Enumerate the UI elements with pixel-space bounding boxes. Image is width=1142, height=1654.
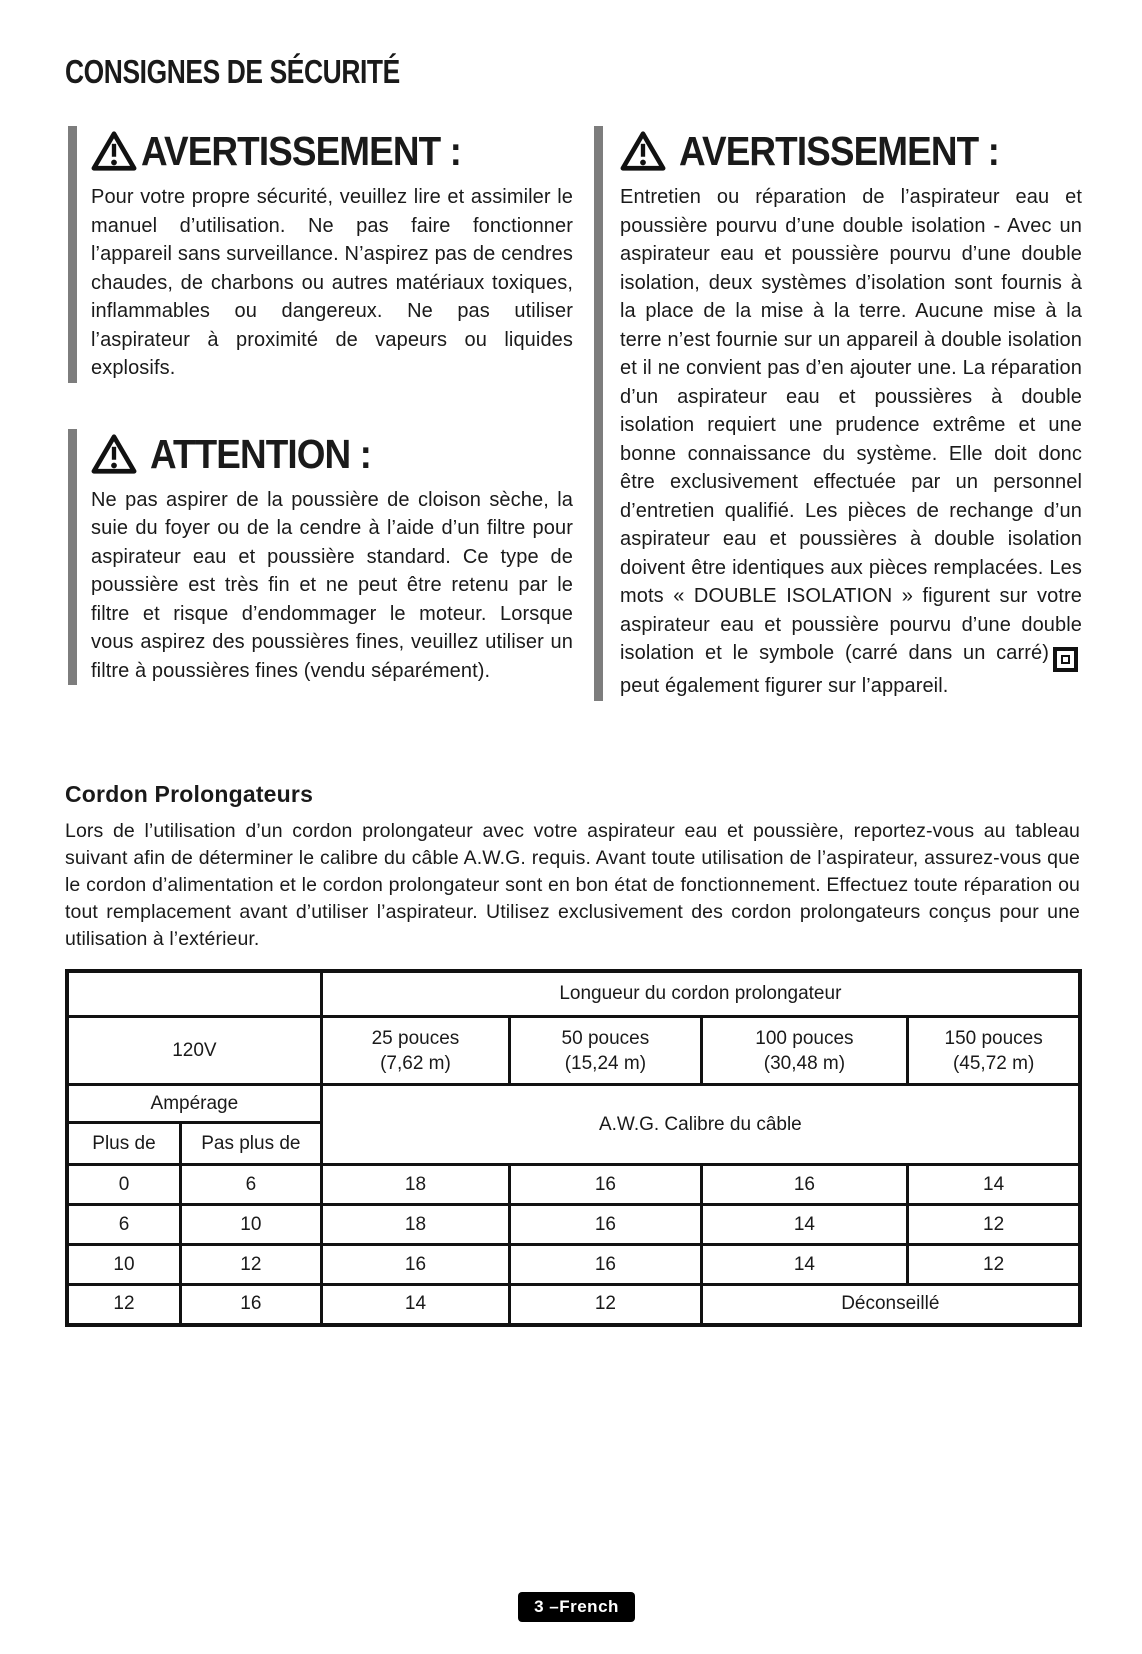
table-cell: 6 [67,1205,180,1245]
warning-title: ATTENTION : [150,430,372,477]
table-cell: 16 [701,1165,908,1205]
table-cell: 12 [67,1285,180,1325]
table-row [67,1245,1080,1285]
table-cell: 10 [67,1245,180,1285]
table-row [67,1285,1080,1325]
warning-body-text: Entretien ou réparation de l’aspirateur eau et poussière pourvu d’une double isolation - Avec un aspirateur eau et poussière pourvu d’une double isolation, deux systèmes d’isolation sont fournis à la place de la mise à la terre. Aucune mise à la terre n’est fournie sur un appareil à double isolation et il ne convient pas d’en ajouter une. La réparation d’un aspirateur eau et poussières à double isolation requiert une prudence extrême et une bonne connaissance du système. Elle doit donc être exclusivement effectuée par un personnel d’entretien qualifié. Les pièces de rechange d’un aspirateur eau et poussières à double isolation doivent être identiques aux pièces remplacées. Les mots « DOUBLE ISOLATION » figurent sur votre aspirateur eau et poussière pourvu d’une double isolation et le symbole (carré dans un carré) [620,186,1082,664]
table-cell: 0 [67,1165,180,1205]
table-row [67,1165,1080,1205]
section-heading: Cordon Prolongateurs [65,780,314,807]
length-col-cell: 25 pouces (7,62 m) [321,1017,509,1085]
warning-box-attention [68,429,573,686]
warning-columns [68,126,1142,701]
warning-heading-row [91,429,573,479]
table-cell: 10 [180,1205,321,1245]
right-column [594,126,1082,701]
table-cell: 14 [321,1285,509,1325]
table-cell: 14 [701,1205,908,1245]
warning-heading-row [91,126,573,176]
awg-header-cell: A.W.G. Calibre du câble [321,1085,1080,1165]
warning-body [620,183,1082,701]
table-cell: 14 [908,1165,1080,1205]
length-col-cell: 100 pouces (30,48 m) [701,1017,908,1085]
warning-triangle-icon [91,130,137,172]
warning-box-avertissement-2 [594,126,1082,701]
warning-title: AVERTISSEMENT : [679,128,999,174]
double-insulation-icon [1053,647,1078,672]
amperage-header-cell: Ampérage [67,1085,321,1123]
warning-box-avertissement-1 [68,126,573,383]
empty-corner-cell [67,971,321,1017]
table-cell: 16 [510,1205,701,1245]
warning-triangle-icon [620,130,666,172]
table-row [67,1205,1080,1245]
length-col-cell: 150 pouces (45,72 m) [908,1017,1080,1085]
table-cell-deconseille: Déconseillé [701,1285,1080,1325]
page-number-badge: 3 –French [518,1592,635,1622]
table-cell: 16 [180,1285,321,1325]
length-header-cell: Longueur du cordon prolongateur [321,971,1080,1017]
length-col-cell: 50 pouces (15,24 m) [510,1017,701,1085]
table-cell: 18 [321,1205,509,1245]
section-body: Lors de l’utilisation d’un cordon prolongateur avec votre aspirateur eau et poussière, reportez-vous au tableau suivant afin de déterminer le calibre du câble A.W.G. requis. Avant toute utilisation de l’aspirateur, assurez-vous que le cordon d’alimentation et le cordon prolongateur sont en bon état de fonctionnement. Effectuez toute réparation ou tout remplacement avant d’utiliser l’aspirateur. Utilisez exclusivement des cordon prolongateurs conçus pour une utilisation à l’extérieur. [65,819,1080,950]
table-cell: 18 [321,1165,509,1205]
table-cell: 16 [510,1245,701,1285]
warning-triangle-icon [91,433,137,475]
warning-body: Ne pas aspirer de la poussière de cloison sèche, la suie du foyer ou de la cendre à l’aide d’un filtre pour aspirateur eau et poussière standard. Ce type de poussière est très fin et ne peut être retenu par le filtre et risque d’endommager le moteur. Lorsque vous aspirez des poussières fines, veuillez utiliser un filtre à poussières fines (vendu séparément). [91,488,573,682]
not-more-than-header-cell: Pas plus de [180,1123,321,1165]
left-column [68,126,573,685]
voltage-cell: 120V [67,1017,321,1085]
warning-body-text: peut également figurer sur l’appareil. [620,675,949,697]
cordon-section [65,781,1080,953]
warning-heading-row [620,126,1082,176]
awg-cable-table [65,969,1082,1327]
page-title: CONSIGNES DE SÉCURITÉ [65,53,400,90]
warning-title: AVERTISSEMENT : [141,128,461,174]
more-than-header-cell: Plus de [67,1123,180,1165]
table-cell: 16 [510,1165,701,1205]
table-cell: 6 [180,1165,321,1205]
table-cell: 14 [701,1245,908,1285]
table-cell: 12 [510,1285,701,1325]
table-cell: 12 [908,1205,1080,1245]
table-cell: 12 [180,1245,321,1285]
warning-body: Pour votre propre sécurité, veuillez lire et assimiler le manuel d’utilisation. Ne pas faire fonctionner l’appareil sans surveillance. N’aspirez pas de cendres chaudes, de charbons ou autres matériaux toxiques, inflammables ou dangereux. Ne pas utiliser l’aspirateur à proximité de vapeurs ou liquides explosifs. [91,186,573,379]
table-cell: 16 [321,1245,509,1285]
table-cell: 12 [908,1245,1080,1285]
